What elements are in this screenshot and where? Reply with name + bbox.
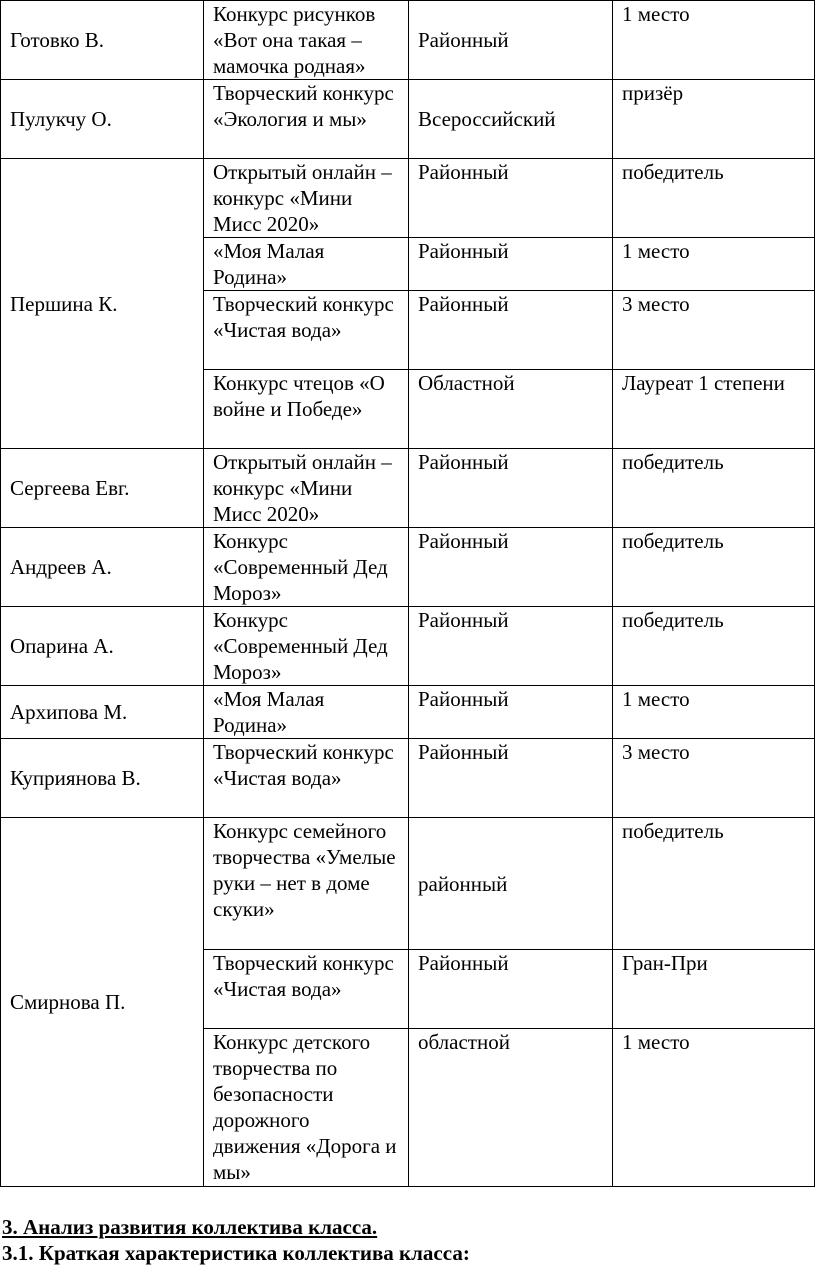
contest-name: «Моя Малая Родина» bbox=[204, 238, 409, 291]
table-row bbox=[1, 686, 815, 739]
contest-level: Районный bbox=[409, 238, 613, 291]
contest-level: областной bbox=[409, 1029, 613, 1187]
contest-result: победитель bbox=[613, 528, 815, 607]
table-row bbox=[1, 1, 815, 80]
contest-level: Районный bbox=[409, 950, 613, 1029]
contest-name: Конкурс рисунков «Вот она такая – мамочка родная» bbox=[204, 1, 409, 80]
contest-name: «Моя Малая Родина» bbox=[204, 686, 409, 739]
contest-result: Гран-При bbox=[613, 950, 815, 1029]
contest-name: Открытый онлайн – конкурс «Мини Мисс 2020» bbox=[204, 449, 409, 528]
contest-level: Районный bbox=[409, 607, 613, 686]
contest-result: победитель bbox=[613, 818, 815, 950]
contest-result: Лауреат 1 степени bbox=[613, 370, 815, 449]
contest-level: Районный bbox=[409, 159, 613, 238]
contest-level: Районный bbox=[409, 1, 613, 80]
contest-result: 1 место bbox=[613, 1, 815, 80]
student-name: Опарина А. bbox=[1, 607, 204, 686]
contest-level: Областной bbox=[409, 370, 613, 449]
contest-result: призёр bbox=[613, 80, 815, 159]
contest-result: 1 место bbox=[613, 686, 815, 739]
contest-result: 1 место bbox=[613, 1029, 815, 1187]
contest-name: Конкурс «Современный Дед Мороз» bbox=[204, 528, 409, 607]
contest-level: Районный bbox=[409, 449, 613, 528]
student-name: Готовко В. bbox=[1, 1, 204, 80]
table-row bbox=[1, 80, 815, 159]
contest-result: 1 место bbox=[613, 238, 815, 291]
contest-level: Районный bbox=[409, 686, 613, 739]
contest-result: 3 место bbox=[613, 291, 815, 370]
student-name: Сергеева Евг. bbox=[1, 449, 204, 528]
contest-name: Открытый онлайн – конкурс «Мини Мисс 2020» bbox=[204, 159, 409, 238]
contest-name: Творческий конкурс «Чистая вода» bbox=[204, 950, 409, 1029]
contest-name: Конкурс детского творчества по безопасности дорожного движения «Дорога и мы» bbox=[204, 1029, 409, 1187]
student-name: Архипова М. bbox=[1, 686, 204, 739]
contest-level: Районный bbox=[409, 528, 613, 607]
contest-result: 3 место bbox=[613, 739, 815, 818]
contest-level: Районный bbox=[409, 291, 613, 370]
table-row bbox=[1, 528, 815, 607]
contest-result: победитель bbox=[613, 607, 815, 686]
student-name: Смирнова П. bbox=[1, 818, 204, 1187]
contest-name: Конкурс чтецов «О войне и Победе» bbox=[204, 370, 409, 449]
student-name: Андреев А. bbox=[1, 528, 204, 607]
contest-name: Творческий конкурс «Чистая вода» bbox=[204, 739, 409, 818]
contest-level: Районный bbox=[409, 739, 613, 818]
table-row bbox=[1, 159, 815, 238]
table-row bbox=[1, 449, 815, 528]
subsection-heading: 3.1. Краткая характеристика коллектива класса: bbox=[2, 1241, 470, 1265]
contest-name: Творческий конкурс «Чистая вода» bbox=[204, 291, 409, 370]
student-name: Першина К. bbox=[1, 159, 204, 449]
contest-result: победитель bbox=[613, 159, 815, 238]
contest-result: победитель bbox=[613, 449, 815, 528]
student-name: Куприянова В. bbox=[1, 739, 204, 818]
section-heading: 3. Анализ развития коллектива класса. bbox=[2, 1215, 378, 1239]
table-row bbox=[1, 607, 815, 686]
contest-name: Конкурс «Современный Дед Мороз» bbox=[204, 607, 409, 686]
contest-level: районный bbox=[409, 818, 613, 950]
table-row bbox=[1, 739, 815, 818]
student-name: Пулукчу О. bbox=[1, 80, 204, 159]
contest-level: Всероссийский bbox=[409, 80, 613, 159]
contest-name: Конкурс семейного творчества «Умелые руки – нет в доме скуки» bbox=[204, 818, 409, 950]
table-row bbox=[1, 818, 815, 950]
contest-name: Творческий конкурс «Экология и мы» bbox=[204, 80, 409, 159]
